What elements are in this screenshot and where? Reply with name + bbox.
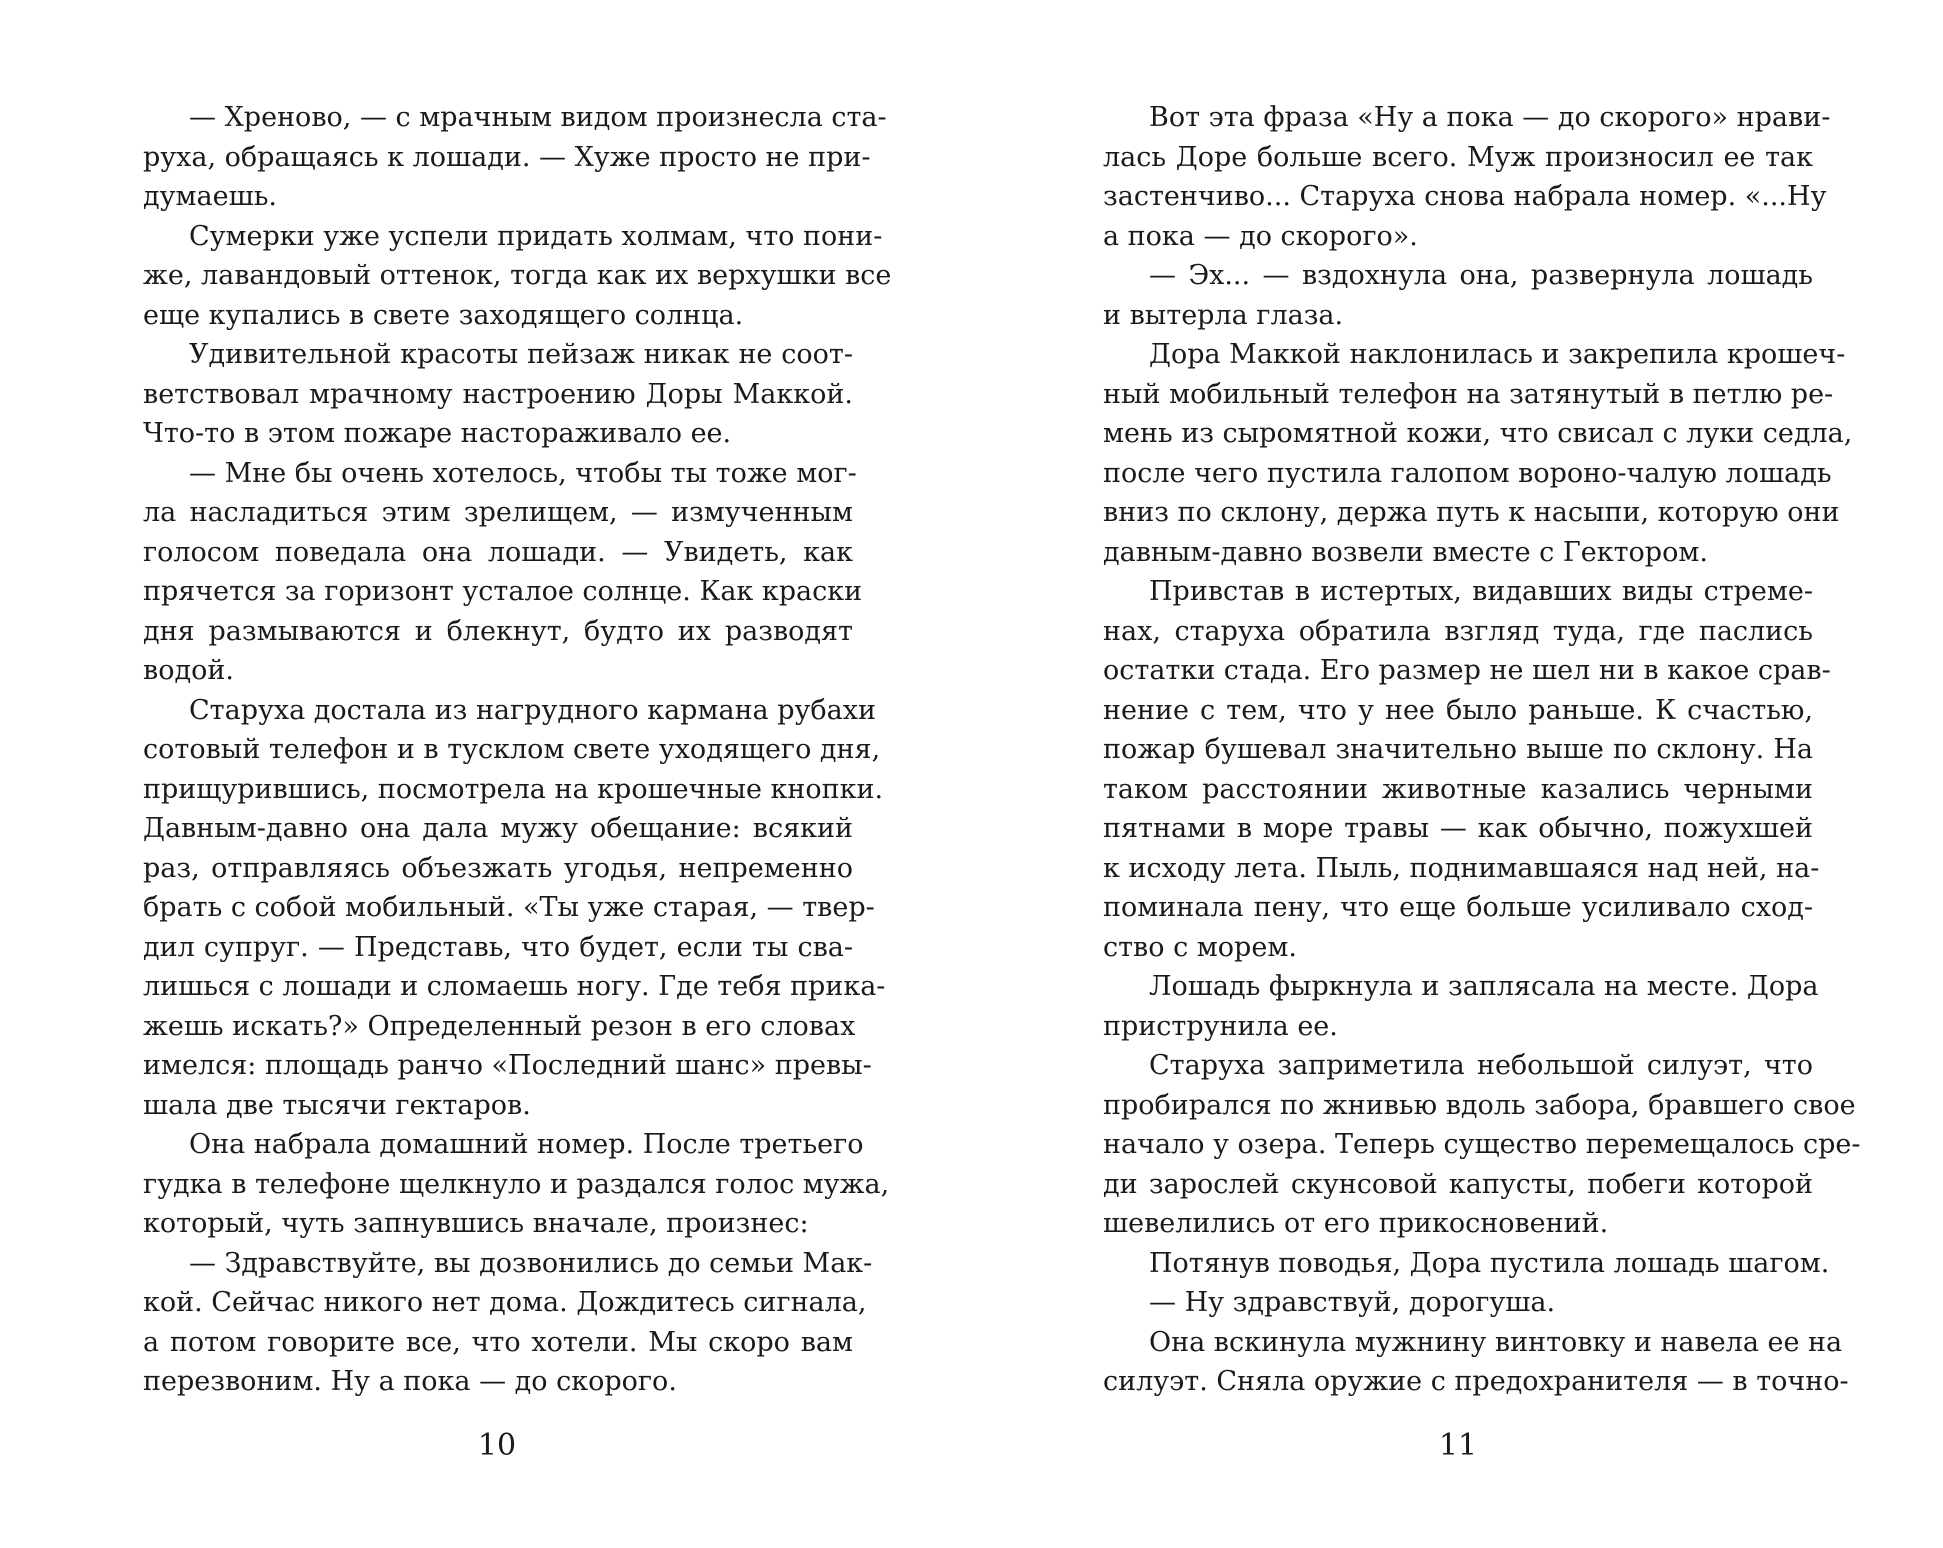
text-line: Дора Маккой наклонилась и закрепила крошеч- <box>1149 339 1846 370</box>
text-line: давным-давно возвели вместе с Гектором. <box>1103 536 1708 568</box>
text-line: еще купались в свете заходящего солнца. <box>143 299 744 331</box>
text-line: нение с тем, что у нее было раньше. К счастью, <box>1103 694 1813 726</box>
text-line: ство с морем. <box>1103 931 1297 963</box>
text-line: жешь искать?» Определенный резон в его словах <box>143 1010 856 1042</box>
text-line: пробирался по жнивью вдоль забора, бравшего свое <box>1103 1089 1856 1121</box>
text-line: Она вскинула мужнину винтовку и навела ее на <box>1149 1326 1843 1358</box>
text-line: нах, старуха обратила взгляд туда, где паслись <box>1103 615 1813 647</box>
text-line: Она набрала домашний номер. После третьего <box>189 1129 864 1160</box>
text-line: Старуха заприметила небольшой силуэт, что <box>1149 1050 1813 1081</box>
text-line: — Здравствуйте, вы дозвонились до семьи Мак- <box>189 1247 873 1279</box>
text-line: же, лавандовый оттенок, тогда как их верхушки все <box>143 260 892 291</box>
text-line: Удивительной красоты пейзаж никак не соот- <box>189 339 853 370</box>
text-line: начало у озера. Теперь существо перемещалось сре- <box>1103 1129 1861 1160</box>
text-line: шевелились от его прикосновений. <box>1103 1208 1609 1239</box>
right-page <box>1103 98 1861 1402</box>
text-line: — Эх... — вздохнула она, развернула лошадь <box>1149 260 1813 291</box>
left-page-number: 10 <box>477 1428 517 1463</box>
right-page-text <box>1103 98 1861 1402</box>
text-line: Потянув поводья, Дора пустила лошадь шагом. <box>1149 1247 1830 1279</box>
text-line: ла насладиться этим зрелищем, — измученным <box>143 497 853 528</box>
text-line: застенчиво... Старуха снова набрала номер. «...Ну <box>1103 181 1827 212</box>
text-line: гудка в телефоне щелкнуло и раздался голос мужа, <box>143 1168 890 1200</box>
text-line: — Мне бы очень хотелось, чтобы ты тоже мог- <box>189 457 857 489</box>
text-line: Давным-давно она дала мужу обещание: всякий <box>143 813 853 844</box>
text-line: ветствовал мрачному настроению Доры Маккой. <box>143 378 853 410</box>
text-line: мень из сыромятной кожи, что свисал с луки седла, <box>1103 418 1853 449</box>
right-page-number: 11 <box>1438 1428 1478 1463</box>
text-line: водой. <box>143 655 234 686</box>
text-line: руха, обращаясь к лошади. — Хуже просто не при- <box>143 141 871 173</box>
text-line: приструнила ее. <box>1103 1010 1338 1042</box>
text-line: думаешь. <box>143 181 277 212</box>
text-line: кой. Сейчас никого нет дома. Дождитесь сигнала, <box>143 1287 867 1318</box>
text-line: сотовый телефон и в тусклом свете уходящего дня, <box>143 734 881 765</box>
text-line: лась Доре больше всего. Муж произносил ее так <box>1103 141 1813 173</box>
text-line: перезвоним. Ну а пока — до скорого. <box>143 1366 677 1397</box>
text-line: пожар бушевал значительно выше по склону. На <box>1103 734 1813 765</box>
text-line: прищурившись, посмотрела на крошечные кнопки. <box>143 773 884 805</box>
text-line: раз, отправляясь объезжать угодья, непременно <box>143 852 853 884</box>
text-line: а потом говорите все, что хотели. Мы скоро вам <box>143 1326 853 1358</box>
text-line: поминала пену, что еще больше усиливало сход- <box>1103 892 1813 923</box>
text-line: Лошадь фыркнула и заплясала на месте. Дора <box>1149 971 1819 1002</box>
text-line: к исходу лета. Пыль, поднимавшаяся над ней, на- <box>1103 852 1820 884</box>
text-line: пятнами в море травы — как обычно, пожухшей <box>1103 813 1813 844</box>
text-line: брать с собой мобильный. «Ты уже старая, — твер- <box>143 892 875 923</box>
text-line: ный мобильный телефон на затянутый в петлю ре- <box>1103 378 1834 410</box>
text-line: Старуха достала из нагрудного кармана рубахи <box>189 694 876 726</box>
text-line: шала две тысячи гектаров. <box>143 1089 531 1121</box>
left-page <box>143 98 892 1402</box>
text-line: Вот эта фраза «Ну а пока — до скорого» нрави- <box>1149 102 1831 133</box>
text-line: который, чуть запнувшись вначале, произнес: <box>143 1208 809 1239</box>
text-line: — Хреново, — с мрачным видом произнесла ста- <box>189 102 887 133</box>
text-line: ди зарослей скунсовой капусты, побеги которой <box>1103 1168 1813 1200</box>
text-line: Сумерки уже успели придать холмам, что пони- <box>189 220 883 252</box>
text-line: имелся: площадь ранчо «Последний шанс» превы- <box>143 1050 872 1081</box>
text-line: таком расстоянии животные казались черными <box>1103 773 1813 805</box>
text-line: после чего пустила галопом вороно-чалую лошадь <box>1103 457 1832 489</box>
text-line: лишься с лошади и сломаешь ногу. Где тебя прика- <box>143 971 886 1002</box>
text-line: и вытерла глаза. <box>1103 299 1344 331</box>
text-line: дня размываются и блекнут, будто их разводят <box>143 615 853 647</box>
text-line: голосом поведала она лошади. — Увидеть, как <box>143 536 853 568</box>
text-line: Что-то в этом пожаре настораживало ее. <box>143 418 732 449</box>
text-line: дил супруг. — Представь, что будет, если ты сва- <box>143 931 853 963</box>
text-line: вниз по склону, держа путь к насыпи, которую они <box>1103 497 1840 528</box>
left-page-text <box>143 98 892 1402</box>
text-line: прячется за горизонт усталое солнце. Как краски <box>143 576 863 607</box>
text-line: а пока — до скорого». <box>1103 220 1418 252</box>
text-line: силуэт. Сняла оружие с предохранителя — в точно- <box>1103 1366 1849 1397</box>
text-line: остатки стада. Его размер не шел ни в какое срав- <box>1103 655 1831 686</box>
text-line: Привстав в истертых, видавших виды стреме- <box>1149 576 1813 607</box>
text-line: — Ну здравствуй, дорогуша. <box>1149 1287 1556 1318</box>
